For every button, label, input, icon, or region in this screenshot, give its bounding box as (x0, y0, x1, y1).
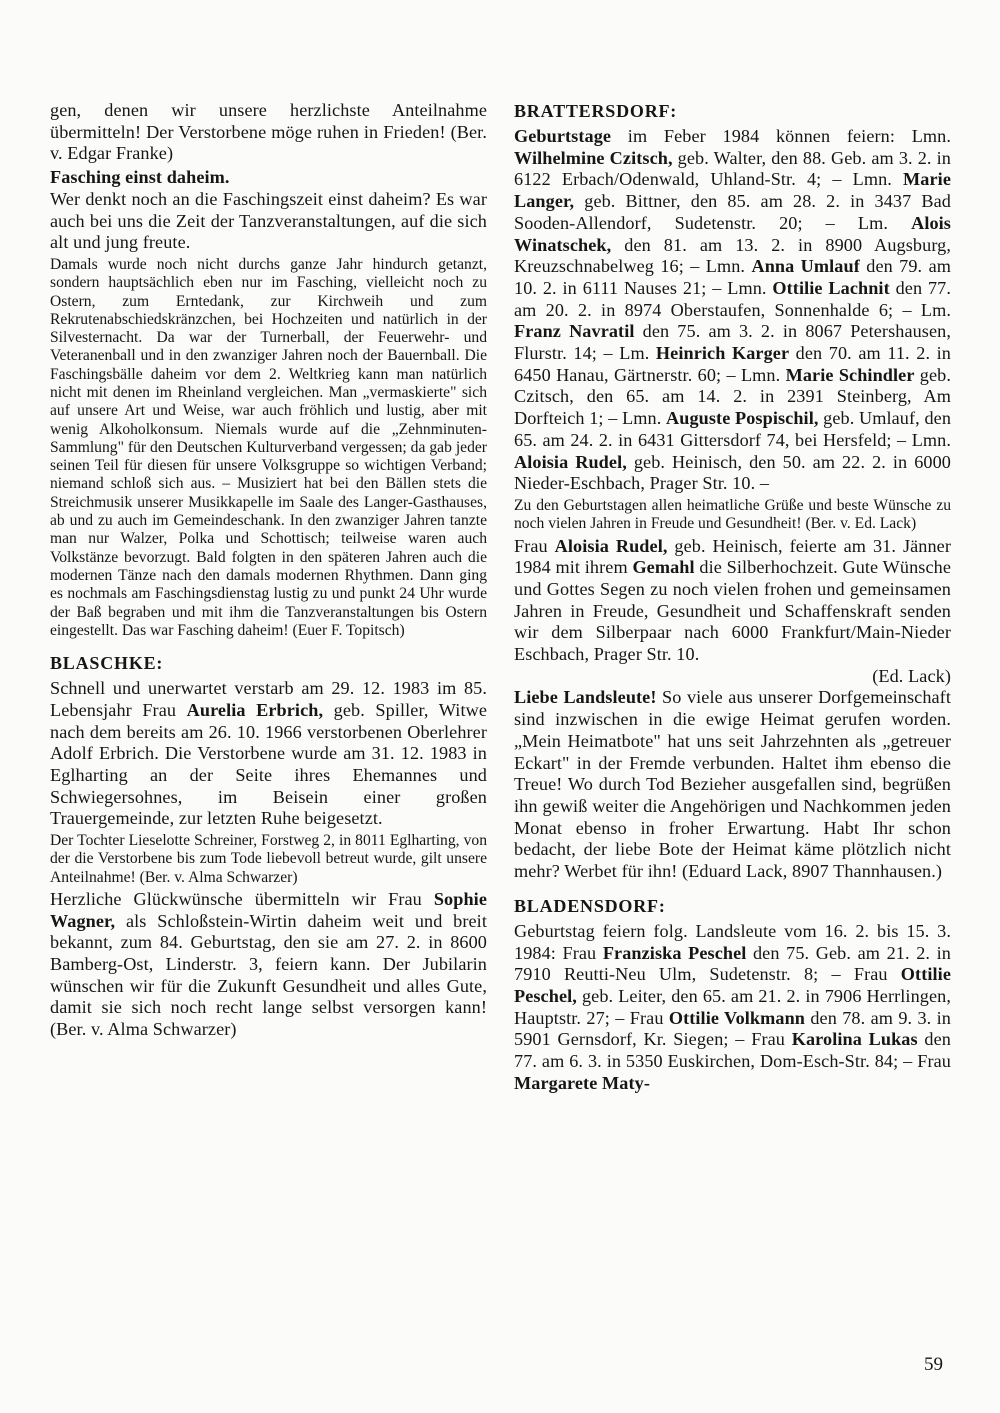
page-number: 59 (924, 1354, 943, 1375)
bold-name: Alois Winatschek, (514, 212, 951, 255)
text-run: geb. Heinisch, feierte am 31. Jänner 1984 mit ihrem (514, 535, 952, 578)
bold-name: Gemahl (632, 557, 695, 578)
bold-name: Margarete Maty- (514, 1072, 650, 1093)
fasching-title: Fasching einst daheim. (50, 167, 230, 188)
text-run: als Schloßstein-Wirtin daheim weit und breit bekannt, zum 84. Geburtstag, den sie am 27. 2. in 8600 Bamberg-Ost, Linderstr. 3, feiern kann. Der Jubilarin wünschen wir für die Zukunft Gesundheit und alles Gute, damit sie sich noch recht lange selbst versorgen kann! (Ber. v. Alma Schwarzer) (50, 910, 487, 1040)
bladensdorf-heading: BLADENSDORF: (514, 895, 666, 916)
brattersdorf-birthdays (514, 126, 951, 495)
rudel-silver-wedding (514, 536, 951, 666)
bold-name: Aurelia Erbrich, (186, 699, 324, 720)
text-run: den 70. am 11. 2. in 6450 Hanau, Gärtnerstr. 60; – Lmn. (514, 343, 951, 385)
bold-name: Aloisia Rudel, (554, 535, 668, 556)
bold-name: Marie Langer, (514, 169, 951, 212)
text-run: geb. Leiter, den 65. am 21. 2. in 7906 Herrlingen, Hauptstr. 27; – Frau (514, 985, 951, 1028)
text-run: geb. Umlauf, den 65. am 24. 2. in 6431 Gittersdorf 74, bei Hersfeld; – Lmn. (514, 408, 952, 450)
bold-name: Ottilie Volkmann (668, 1007, 806, 1028)
text-run: den 77. am 6. 3. in 5350 Euskirchen, Dom-Esch-Str. 84; – Frau (514, 1029, 951, 1072)
brattersdorf-heading: BRATTERSDORF: (514, 101, 678, 121)
brattersdorf-greetings: Zu den Geburtstagen allen heimatliche Grüße und beste Wünsche zu noch vielen Jahren in Freude und Gesundheit! (Ber. v. Ed. Lack) (514, 496, 951, 533)
left-column (50, 100, 487, 1041)
bold-name: Franz Navratil (514, 321, 635, 342)
text-run: So viele aus unserer Dorfgemeinschaft sind inzwischen in die ewige Heimat gerufen worden. „Mein Heimatbote" hat uns seit Jahrzehnten als „getreuer Eckart" in der Fremde verbunden. Haltet ihm ebenso die Treue! Wo durch Tod Bezieher ausgefallen sind, begrüßen ihn gewiß weiter die Angehörigen und Nachkommen jeden Monat ebenso in froher Erwartung. Habt Ihr schon bedacht, der liebe Bote der Heimat käme plötzlich nicht mehr? Werbet für ihn! (Eduard Lack, 8907 Thannhausen.) (514, 687, 951, 882)
text-run: den 81. am 13. 2. in 8900 Augsburg, Kreuzschnabelweg 16; – Lmn. (514, 234, 951, 277)
text-run: geb. Heinisch, den 50. am 22. 2. in 6000 Nieder-Eschbach, Prager Str. 10. – (514, 451, 951, 494)
bold-name: Wilhelmine Czitsch, (514, 147, 673, 168)
text-run: Schnell und unerwartet verstarb am 29. 12. 1983 im 85. Lebensjahr Frau (50, 678, 487, 720)
text-run: geb. Walter, den 88. Geb. am 3. 2. in 6122 Erbach/Odenwald, Uhland-Str. 4; – Lmn. (514, 147, 952, 190)
wagner-birthday (50, 889, 487, 1041)
text-run: Herzliche Glückwünsche übermitteln wir Frau (50, 888, 434, 909)
bold-name: Auguste Pospischil, (666, 408, 819, 429)
text-run: den 77. am 20. 2. in 8974 Oberstaufen, Sonnenhalde 6; – Lm. (514, 277, 951, 320)
landsleute-appeal (514, 687, 951, 882)
bold-name: Anna Umlauf (751, 256, 860, 277)
bold-name: Aloisia Rudel, (514, 451, 627, 472)
text-run: die Silberhochzeit. Gute Wünsche und Gottes Segen zu noch vielen frohen und gemeinsamen Jahren in Freude, Gesundheit und Schaffenskraft senden wir dem Silberpaar nach 6000 Frankfurt/Main-Nieder Eschbach, Prager Str. 10. (514, 557, 951, 665)
text-run: Geburtstag feiern folg. Landsleute vom 16. 2. bis 15. 3. 1984: Frau (514, 920, 951, 963)
bold-name: Sophie Wagner, (50, 888, 487, 931)
blaschke-condolence: Der Tochter Lieselotte Schreiner, Forstweg 2, in 8011 Eglharting, von der die Verstorbene bis zum Tode liebevoll betreut wurde, gilt unsere Anteilnahme! (Ber. v. Alma Schwarzer) (50, 832, 487, 886)
bold-name: Karolina Lukas (791, 1029, 918, 1050)
rudel-credit: (Ed. Lack) (872, 665, 951, 686)
blaschke-obituary (50, 678, 487, 830)
obituary-ending: gen, denen wir unsere herzlichste Anteilnahme übermitteln! Der Verstorbene möge ruhen in Frieden! (Ber. v. Edgar Franke) (50, 100, 487, 164)
text-run: den 75. Geb. am 21. 2. in 7910 Reutti-Neu Ulm, Sudetenstr. 8; – Frau (514, 942, 951, 985)
bold-name: Ottilie Lachnit (772, 277, 890, 298)
bold-name: Geburtstage (514, 126, 612, 146)
bladensdorf-birthdays (514, 921, 951, 1095)
bold-name: Heinrich Karger (655, 343, 790, 364)
text-run: den 79. am 10. 2. in 6111 Nauses 21; – Lmn. (514, 256, 951, 298)
text-run: geb. Spiller, Witwe nach dem bereits am 26. 10. 1966 verstorbenen Oberlehrer Adolf Erbrich. Die Verstorbene wurde am 31. 12. 1983 in Eglharting an der Seite ihres Ehemannes und Schwiegersohnes, im Beisein einer großen Trauergemeinde, zur letzten Ruhe beigesetzt. (50, 699, 488, 829)
blaschke-heading: BLASCHKE: (50, 653, 164, 674)
fasching-body: Damals wurde noch nicht durchs ganze Jahr hindurch getanzt, sondern hauptsächlich eben nur im Fasching, vielleicht noch zu Ostern, zum Erntedank, zur Kirchweih und zum Rekrutenabschiedskränzchen, bei Hochzeiten und natürlich in der Silvesternacht. Da war der Turnerball, der Feuerwehr- und Veteranenball und in den zwanziger Jahren noch der Bauernball. Die Faschingsbälle daheim vor dem 2. Weltkrieg kann man natürlich nicht mit denen im Rheinland vergleichen. Man „vermaskierte" sich auf unsere Art und Weise, war auch fröhlich und lustig, aber mit wenig Alkoholkonsum. Niemals wurde auf die „Zehnminuten-Sammlung" für den Deutschen Kulturverband vergessen; da gab jeder seinen Teil für diesen für unsere Volksgruppe so wichtigen Verband; niemand schloß sich aus. – Musiziert hat bei den Bällen stets die Streichmusik unserer Musikkapelle im Saale des Langer-Gasthauses, ab und zu auch im Gemeindeschank. In den zwanziger Jahren tanzte man nur Walzer, Polka und Schottisch; teilweise waren auch Volkstänze bevorzugt. Bald folgten in den späteren Jahren auch die modernen Tänze nach den damals modernen Rhythmen. Dann ging es nochmals am Faschingsdienstag lustig zu und punkt 24 Uhr wurde der Baß begraben und mit ihm die Tanzveranstaltungen bis Ostern eingestellt. Das war Fasching daheim! (Euer F. Topitsch) (50, 255, 487, 639)
text-run: den 78. am 9. 3. in 5901 Gernsdorf, Kr. Siegen; – Frau (514, 1007, 951, 1050)
right-column (514, 100, 951, 1094)
bold-name: Marie Schindler (785, 364, 915, 385)
fasching-intro: Wer denkt noch an die Faschingszeit einst daheim? Es war auch bei uns die Zeit der Tanzveranstaltungen, auf die sich alt und jung freute. (50, 188, 487, 253)
text-run: geb. Bittner, den 85. am 28. 2. in 3437 Bad Sooden-Allendorf, Sudetenstr. 20; – Lm. (514, 191, 951, 233)
text-run: den 75. am 3. 2. in 8067 Petershausen, Flurstr. 14; – Lm. (514, 321, 952, 364)
text-run: Frau (514, 535, 555, 556)
text-run: geb. Czitsch, den 65. am 14. 2. in 2391 Steinberg, Am Dorfteich 1; – Lmn. (514, 364, 952, 429)
bold-name: Ottilie Peschel, (514, 964, 951, 1006)
bold-name: Liebe Landsleute! (514, 687, 657, 708)
bold-name: Franziska Peschel (602, 942, 747, 963)
text-run: im Feber 1984 können feiern: Lmn. (611, 126, 951, 146)
